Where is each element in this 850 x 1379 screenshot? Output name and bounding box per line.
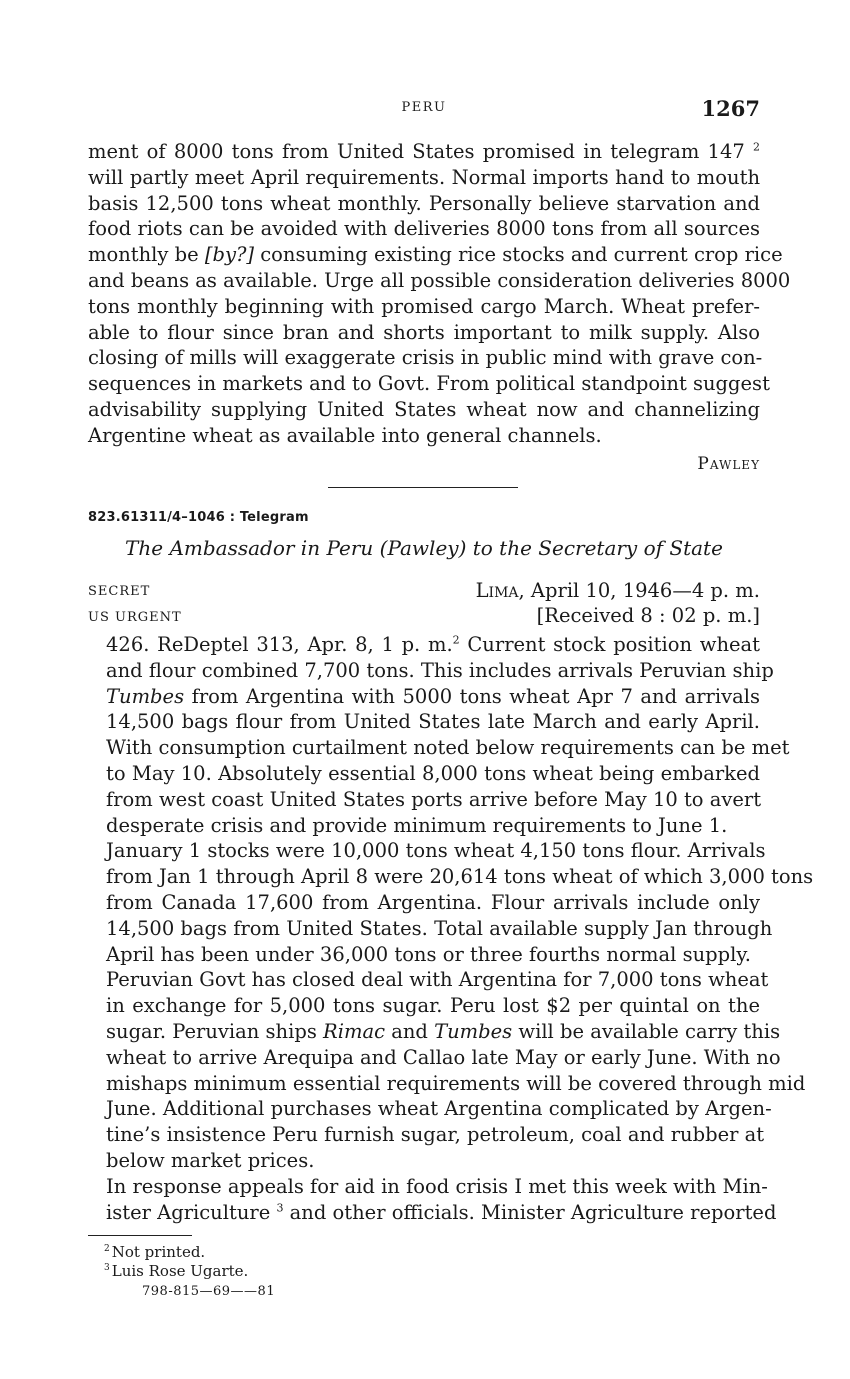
text-line: June. Additional purchases wheat Argentina complicated by Argen-: [106, 1097, 772, 1121]
section-divider: [328, 487, 518, 488]
text-line: sequences in markets and to Govt. From political standpoint suggest: [88, 372, 770, 396]
footnote: $^3$ Luis Rose Ugarte.: [104, 1262, 249, 1280]
classification: SECRET: [88, 584, 151, 599]
text-line: Argentine wheat as available into general channels.: [88, 423, 602, 447]
document-heading: The Ambassador in Peru (Pawley) to the Secretary of State: [125, 536, 723, 560]
ship-name: Tumbes: [434, 1019, 513, 1043]
ship-name: Tumbes: [106, 684, 185, 708]
paragraph: [88, 632, 790, 838]
print-code: 798-815—69——81: [142, 1284, 276, 1299]
paragraph: [88, 967, 806, 1173]
text-line: will partly meet April requirements. Normal imports hand to mouth: [88, 165, 760, 189]
text-line: sugar. Peruvian ships Rimac and Tumbes will be available carry this: [106, 1019, 781, 1043]
text-line: January 1 stocks were 10,000 tons wheat 4,150 tons flour. Arrivals: [106, 839, 766, 863]
text-line: and flour combined 7,700 tons. This includes arrivals Peruvian ship: [106, 658, 774, 682]
text-line: ment of 8000 tons from United States promised in telegram 147 $^2$: [88, 140, 760, 163]
text-line: wheat to arrive Arequipa and Callao late May or early June. With no: [106, 1045, 781, 1069]
date: , April 10, 1946—4 p. m.: [518, 579, 760, 602]
ship-name: Rimac: [323, 1019, 386, 1043]
text-line: and beans as available. Urge all possible consideration deliveries 8000: [88, 268, 791, 292]
text-line: closing of mills will exaggerate crisis in public mind with grave con-: [88, 346, 763, 370]
text-line: to May 10. Absolutely essential 8,000 tons wheat being embarked: [106, 761, 760, 785]
file-reference: 823.61311/4–1046 : Telegram: [88, 510, 309, 525]
running-title: PERU: [401, 100, 447, 115]
text-line: Tumbes from Argentina with 5000 tons wheat Apr 7 and arrivals: [106, 684, 760, 708]
footnote: $^2$ Not printed.: [104, 1243, 206, 1261]
footnote-divider: [88, 1235, 192, 1236]
telegram-body: [88, 632, 814, 1225]
text-line: mishaps minimum essential requirements will be covered through mid: [106, 1071, 806, 1095]
first-document-body: [88, 139, 791, 449]
text-line: April has been under 36,000 tons or three fourths normal supply.: [106, 942, 751, 966]
place: Lima: [475, 579, 519, 602]
text-line: 14,500 bags from United States. Total available supply Jan through: [106, 916, 773, 940]
text-line: tine’s insistence Peru furnish sugar, petroleum, coal and rubber at: [106, 1123, 765, 1147]
text-line: desperate crisis and provide minimum requirements to June 1.: [106, 813, 728, 837]
page-number: 1267: [701, 96, 760, 121]
paragraph: [88, 1174, 777, 1226]
text-line: from Canada 17,600 from Argentina. Flour arrivals include only: [106, 890, 760, 914]
paragraph: [88, 838, 814, 967]
running-head: [88, 96, 760, 120]
text-line: advisability supplying United States wheat now and channelizing: [88, 397, 760, 421]
text-line: 14,500 bags flour from United States late March and early April.: [106, 710, 760, 734]
text-line: ister Agriculture $^3$ and other officials. Minister Agriculture reported: [106, 1200, 777, 1224]
text-line: from west coast United States ports arrive before May 10 to avert: [106, 787, 762, 811]
text-line: monthly be [by?] consuming existing rice stocks and current crop rice: [88, 243, 783, 267]
text-line: below market prices.: [106, 1148, 315, 1172]
text-line: Peruvian Govt has closed deal with Argentina for 7,000 tons wheat: [106, 968, 769, 992]
footnote-ref: 2: [452, 633, 460, 647]
text-line: In response appeals for aid in food crisis I met this week with Min-: [106, 1174, 768, 1198]
text-line: from Jan 1 through April 8 were 20,614 tons wheat of which 3,000 tons: [106, 865, 814, 889]
text-line: food riots can be avoided with deliveries 8000 tons from all sources: [88, 217, 760, 241]
dateline: [476, 579, 760, 602]
received-time: [Received 8 : 02 p. m.]: [536, 604, 760, 627]
footnote-ref: 2: [753, 140, 760, 154]
editorial-insertion: [by?]: [204, 243, 255, 267]
text-line: able to flour since bran and shorts important to milk supply. Also: [88, 320, 760, 344]
text-line: With consumption curtailment noted below requirements can be met: [106, 736, 790, 760]
text-line: 426. ReDeptel 313, Apr. 8, 1 p. m.$^2$ Current stock position wheat: [106, 633, 761, 656]
footnote-ref: 3: [276, 1201, 284, 1215]
signature: Pawley: [697, 454, 760, 474]
priority: US URGENT: [88, 610, 182, 625]
text-line: basis 12,500 tons wheat monthly. Personally believe starvation and: [88, 191, 760, 215]
text-line: tons monthly beginning with promised cargo March. Wheat prefer-: [88, 294, 760, 318]
text-line: in exchange for 5,000 tons sugar. Peru lost $2 per quintal on the: [106, 994, 760, 1018]
